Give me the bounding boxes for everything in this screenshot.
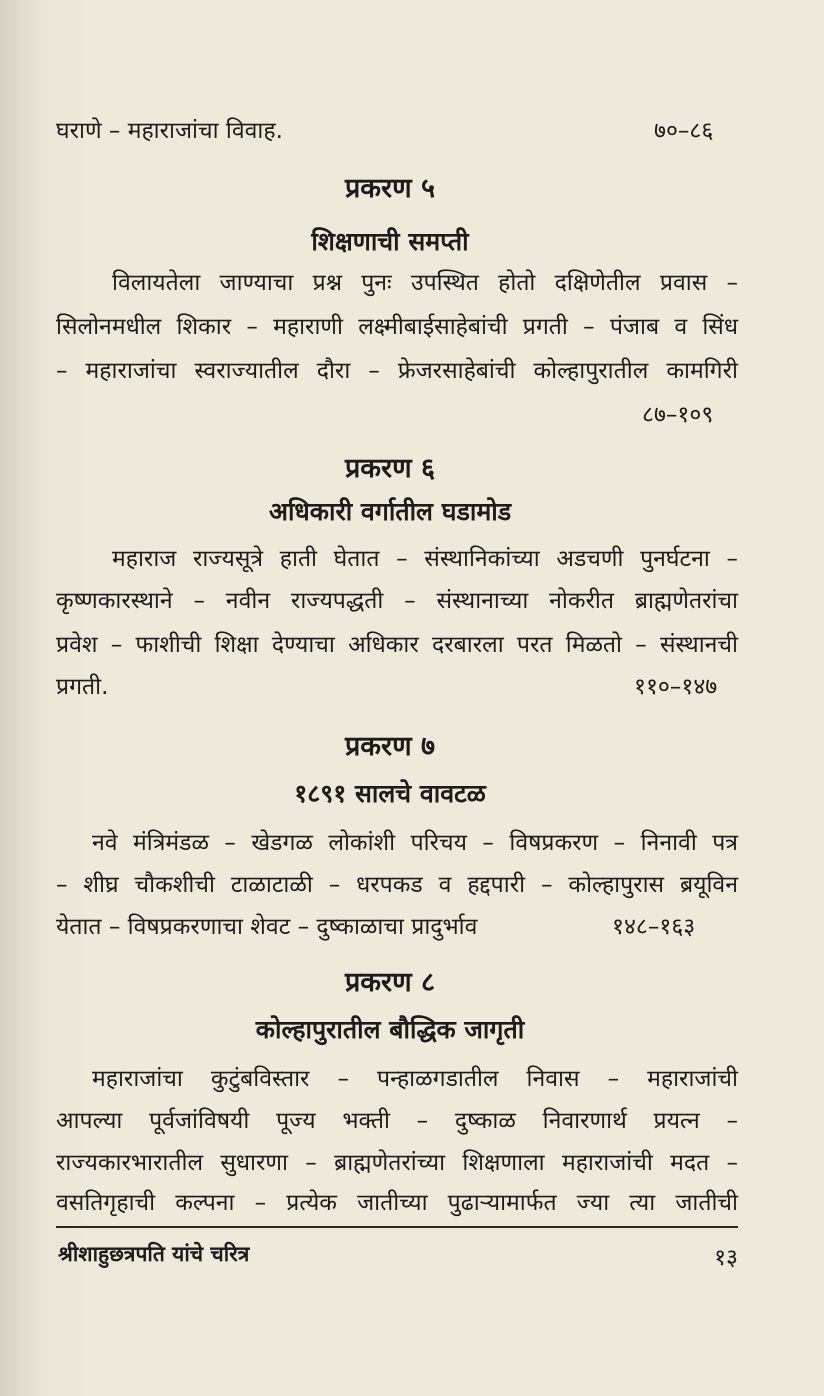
chapter-summary-line: महाराज राज्यसूत्रे हाती घेतात – संस्थानिकांच्या अडचणी पुनर्घटना – — [112, 546, 738, 572]
chapter-summary-line: – शीघ्र चौकशीची टाळाटाळी – धरपकड व हद्दपारी – कोल्हापुरास ब्रयूविन — [56, 872, 738, 898]
page-number: १३ — [714, 1245, 738, 1271]
chapter-title: कोल्हापुरातील बौद्धिक जागृती — [255, 1015, 525, 1044]
chapter-summary-line: – महाराजांचा स्वराज्यातील दौरा – फ्रेजरसाहेबांची कोल्हापुरातील कामगिरी — [56, 358, 738, 384]
chapter-summary-line: राज्यकारभारातील सुधारणा – ब्राह्मणेतरांच्या शिक्षणाला महाराजांची मदत – — [56, 1150, 738, 1176]
chapter-summary-line: कृष्णकारस्थाने – नवीन राज्यपद्धती – संस्थानाच्या नोकरीत ब्राह्मणेतरांचा — [56, 588, 738, 614]
footer-divider — [56, 1226, 738, 1228]
chapter-heading: प्रकरण ७ — [344, 731, 436, 762]
carryover-line: घराणे – महाराजांचा विवाह. — [56, 118, 283, 144]
chapter-title: अधिकारी वर्गातील घडामोड — [268, 497, 512, 526]
chapter-summary-line: वसतिगृहाची कल्पना – प्रत्येक जातीच्या पुढाऱ्यामार्फत ज्या त्या जातीची — [56, 1190, 738, 1216]
chapter-summary-line: महाराजांचा कुटुंबविस्तार – पन्हाळगडातील निवास – महाराजांची — [92, 1066, 738, 1092]
page-range: ८७–१०९ — [642, 402, 714, 428]
chapter-heading: प्रकरण ८ — [344, 967, 436, 998]
page-range: १४८–१६३ — [612, 914, 696, 940]
chapter-summary-line: नवे मंत्रिमंडळ – खेडगळ लोकांशी परिचय – विषप्रकरण – निनावी पत्र — [92, 830, 738, 856]
chapter-title: शिक्षणाची समप्ती — [311, 227, 469, 256]
page-range: ७०–८६ — [654, 118, 714, 144]
chapter-summary-line: आपल्या पूर्वजांविषयी पूज्य भक्ती – दुष्काळ निवारणार्थ प्रयत्न – — [56, 1108, 738, 1134]
chapter-summary-line: सिलोनमधील शिकार – महाराणी लक्ष्मीबाईसाहेबांची प्रगती – पंजाब व सिंध — [56, 314, 738, 340]
chapter-summary-line: प्रगती. — [56, 674, 109, 700]
chapter-heading: प्रकरण ५ — [344, 173, 436, 204]
page-range: ११०–१४७ — [634, 674, 718, 700]
chapter-summary-line: येतात – विषप्रकरणाचा शेवट – दुष्काळाचा प्रादुर्भाव — [56, 914, 478, 940]
chapter-title: १८९१ सालचे वावटळ — [294, 779, 486, 808]
chapter-summary-line: विलायतेला जाण्याचा प्रश्न पुनः उपस्थित होतो दक्षिणेतील प्रवास – — [112, 270, 738, 296]
chapter-summary-line: प्रवेश – फाशीची शिक्षा देण्याचा अधिकार दरबारला परत मिळतो – संस्थानची — [56, 632, 738, 658]
running-footer-title: श्रीशाहुछत्रपति यांचे चरित्र — [58, 1242, 250, 1266]
chapter-heading: प्रकरण ६ — [344, 453, 436, 484]
